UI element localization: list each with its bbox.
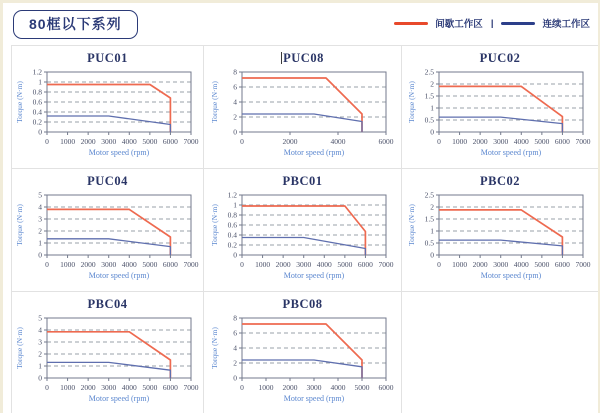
svg-text:5000: 5000 xyxy=(141,137,157,146)
chart-title: PUC01 xyxy=(87,51,128,65)
svg-text:2000: 2000 xyxy=(282,383,297,392)
intermittent-zone-line-swatch xyxy=(394,22,428,25)
svg-text:6000: 6000 xyxy=(162,137,178,146)
svg-text:3000: 3000 xyxy=(100,383,116,392)
y-axis-label: Torque (N·m) xyxy=(407,81,416,123)
intermittent-zone-curve xyxy=(439,86,562,132)
y-axis-label: Torque (N·m) xyxy=(209,81,219,123)
intermittent-zone-curve xyxy=(47,85,170,133)
svg-text:0.4: 0.4 xyxy=(32,107,42,117)
svg-text:1000: 1000 xyxy=(254,260,270,269)
svg-text:2: 2 xyxy=(37,349,42,359)
chart-title: PUC08 xyxy=(283,51,324,65)
intermittent-zone-curve xyxy=(439,210,562,255)
svg-text:4000: 4000 xyxy=(330,383,345,392)
svg-text:0: 0 xyxy=(430,250,434,260)
svg-text:3000: 3000 xyxy=(306,383,321,392)
svg-text:1000: 1000 xyxy=(59,137,75,146)
continuous-zone-curve xyxy=(47,116,170,132)
x-axis-label: Motor speed (rpm) xyxy=(88,394,149,403)
svg-text:2: 2 xyxy=(430,202,434,212)
y-axis-label: Torque (N·m) xyxy=(209,327,219,369)
svg-text:0: 0 xyxy=(44,260,49,269)
svg-text:1: 1 xyxy=(37,361,42,371)
svg-text:6000: 6000 xyxy=(554,137,570,146)
x-axis-label: Motor speed (rpm) xyxy=(480,148,542,157)
svg-text:1.5: 1.5 xyxy=(424,214,434,224)
svg-text:4000: 4000 xyxy=(513,260,529,269)
intermittent-zone-curve xyxy=(242,78,362,132)
y-axis-label: Torque (N·m) xyxy=(209,204,219,246)
svg-text:0.5: 0.5 xyxy=(424,238,434,248)
continuous-zone-curve xyxy=(47,239,170,255)
y-axis-label: Torque (N·m) xyxy=(14,81,24,123)
chart-plot xyxy=(208,189,398,289)
chart-title: PUC04 xyxy=(87,174,128,188)
svg-text:3: 3 xyxy=(37,214,42,224)
svg-text:3000: 3000 xyxy=(100,137,116,146)
svg-text:2000: 2000 xyxy=(80,137,96,146)
continuous-zone-curve xyxy=(439,240,562,255)
svg-text:6000: 6000 xyxy=(378,137,393,146)
chart-plot xyxy=(13,312,203,412)
x-axis-label: Motor speed (rpm) xyxy=(480,271,542,280)
svg-text:8: 8 xyxy=(232,313,237,323)
svg-text:4: 4 xyxy=(37,325,42,335)
legend-separator: | xyxy=(490,17,494,29)
svg-text:0: 0 xyxy=(232,250,237,260)
svg-text:6000: 6000 xyxy=(378,383,393,392)
intermittent-zone-curve xyxy=(242,324,362,378)
svg-text:0.8: 0.8 xyxy=(227,210,237,220)
svg-text:1: 1 xyxy=(37,238,42,248)
svg-text:4000: 4000 xyxy=(316,260,332,269)
chart-cell-pbc08 xyxy=(204,292,402,413)
svg-text:6000: 6000 xyxy=(357,260,373,269)
chart-cell-puc08 xyxy=(204,46,402,169)
svg-text:0: 0 xyxy=(37,127,42,137)
svg-text:1000: 1000 xyxy=(59,383,75,392)
svg-text:4000: 4000 xyxy=(121,383,137,392)
svg-text:0: 0 xyxy=(239,260,244,269)
svg-text:2000: 2000 xyxy=(472,260,488,269)
svg-text:7000: 7000 xyxy=(575,260,591,269)
svg-text:6000: 6000 xyxy=(162,383,178,392)
svg-text:2: 2 xyxy=(37,226,42,236)
svg-text:1: 1 xyxy=(430,226,434,236)
svg-text:2: 2 xyxy=(232,358,237,368)
x-axis-label: Motor speed (rpm) xyxy=(88,148,149,157)
svg-text:4000: 4000 xyxy=(121,260,137,269)
svg-text:0: 0 xyxy=(437,137,441,146)
svg-text:0: 0 xyxy=(239,137,244,146)
svg-text:5000: 5000 xyxy=(141,383,157,392)
series-title-badge: 80框以下系列 xyxy=(13,10,138,39)
charts-grid xyxy=(11,45,599,413)
chart-title: PUC02 xyxy=(479,51,521,65)
chart-cell-puc02 xyxy=(402,46,599,169)
svg-text:1000: 1000 xyxy=(452,260,468,269)
svg-text:5: 5 xyxy=(37,313,42,323)
svg-text:0.4: 0.4 xyxy=(227,230,237,240)
x-axis-label: Motor speed (rpm) xyxy=(283,271,344,280)
svg-text:4: 4 xyxy=(232,343,237,353)
svg-text:5000: 5000 xyxy=(336,260,352,269)
svg-text:0.6: 0.6 xyxy=(32,97,42,107)
continuous-zone-line-swatch xyxy=(501,22,535,25)
svg-text:6000: 6000 xyxy=(554,260,570,269)
chart-plot xyxy=(208,312,398,412)
chart-plot xyxy=(208,66,398,166)
svg-text:1.5: 1.5 xyxy=(424,91,434,101)
svg-text:0.8: 0.8 xyxy=(32,87,42,97)
svg-text:1000: 1000 xyxy=(258,383,273,392)
chart-plot xyxy=(13,189,203,289)
svg-text:0: 0 xyxy=(44,137,49,146)
svg-text:2000: 2000 xyxy=(80,260,96,269)
svg-text:2: 2 xyxy=(232,112,237,122)
chart-cell-pbc02 xyxy=(402,169,599,292)
svg-text:7000: 7000 xyxy=(183,383,198,392)
svg-text:0.5: 0.5 xyxy=(424,115,434,125)
svg-text:7000: 7000 xyxy=(575,137,591,146)
svg-text:4000: 4000 xyxy=(330,137,345,146)
svg-text:5000: 5000 xyxy=(534,137,550,146)
svg-text:0: 0 xyxy=(437,260,441,269)
svg-text:2.5: 2.5 xyxy=(424,190,434,200)
x-axis-label: Motor speed (rpm) xyxy=(283,148,344,157)
svg-text:6: 6 xyxy=(232,328,237,338)
intermittent-zone-curve xyxy=(47,209,170,255)
svg-text:2000: 2000 xyxy=(275,260,291,269)
svg-text:4000: 4000 xyxy=(121,137,137,146)
svg-text:0: 0 xyxy=(239,383,244,392)
y-axis-label: Torque (N·m) xyxy=(14,204,24,246)
chart-title: PBC04 xyxy=(87,297,128,311)
chart-cell-pbc04 xyxy=(12,292,204,413)
continuous-zone-curve xyxy=(242,238,365,256)
svg-text:4000: 4000 xyxy=(513,137,529,146)
svg-text:4: 4 xyxy=(232,97,237,107)
svg-text:1000: 1000 xyxy=(59,260,75,269)
svg-text:0.2: 0.2 xyxy=(227,240,237,250)
svg-text:0.2: 0.2 xyxy=(32,117,42,127)
svg-text:7000: 7000 xyxy=(183,137,198,146)
x-axis-label: Motor speed (rpm) xyxy=(283,394,344,403)
y-axis-label: Torque (N·m) xyxy=(407,204,416,246)
legend-label-continuous: 连续工作区 xyxy=(542,19,590,30)
svg-text:3: 3 xyxy=(37,337,42,347)
y-axis-label: Torque (N·m) xyxy=(14,327,24,369)
svg-text:3000: 3000 xyxy=(493,260,509,269)
svg-text:2000: 2000 xyxy=(80,383,96,392)
chart-plot xyxy=(405,189,595,289)
svg-text:2000: 2000 xyxy=(282,137,297,146)
svg-text:5000: 5000 xyxy=(141,260,157,269)
continuous-zone-curve xyxy=(439,117,562,132)
svg-text:8: 8 xyxy=(232,67,237,77)
svg-text:5000: 5000 xyxy=(534,260,550,269)
chart-plot xyxy=(405,66,595,166)
svg-text:2.5: 2.5 xyxy=(424,67,434,77)
svg-text:0: 0 xyxy=(44,383,49,392)
chart-cell-puc01 xyxy=(12,46,204,169)
text-cursor xyxy=(281,52,282,64)
svg-text:1.2: 1.2 xyxy=(227,190,237,200)
svg-text:1: 1 xyxy=(232,200,237,210)
svg-text:7000: 7000 xyxy=(183,260,198,269)
svg-text:0: 0 xyxy=(37,373,42,383)
svg-text:4: 4 xyxy=(37,202,42,212)
svg-text:0.6: 0.6 xyxy=(227,220,237,230)
continuous-zone-curve xyxy=(47,362,170,378)
intermittent-zone-curve xyxy=(242,206,365,255)
svg-text:0: 0 xyxy=(37,250,42,260)
svg-text:1: 1 xyxy=(37,77,42,87)
svg-text:0: 0 xyxy=(232,373,237,383)
intermittent-zone-curve xyxy=(47,332,170,378)
svg-text:1000: 1000 xyxy=(452,137,468,146)
svg-text:1: 1 xyxy=(430,103,434,113)
svg-text:3000: 3000 xyxy=(295,260,311,269)
svg-text:3000: 3000 xyxy=(100,260,116,269)
legend xyxy=(394,16,590,30)
chart-title: PBC01 xyxy=(282,174,323,188)
svg-text:5000: 5000 xyxy=(354,383,369,392)
chart-plot xyxy=(13,66,203,166)
svg-text:0: 0 xyxy=(430,127,434,137)
empty-cell xyxy=(402,292,599,413)
svg-text:6: 6 xyxy=(232,82,237,92)
svg-text:0: 0 xyxy=(232,127,237,137)
svg-text:7000: 7000 xyxy=(378,260,393,269)
chart-cell-pbc01 xyxy=(204,169,402,292)
svg-text:3000: 3000 xyxy=(493,137,509,146)
svg-text:2: 2 xyxy=(430,79,434,89)
svg-text:5: 5 xyxy=(37,190,42,200)
svg-text:6000: 6000 xyxy=(162,260,178,269)
x-axis-label: Motor speed (rpm) xyxy=(88,271,149,280)
legend-label-intermittent: 间歇工作区 xyxy=(435,19,483,30)
svg-text:2000: 2000 xyxy=(472,137,488,146)
chart-title: PBC02 xyxy=(480,174,520,188)
chart-cell-puc04 xyxy=(12,169,204,292)
chart-title: PBC08 xyxy=(282,297,323,311)
svg-text:1.2: 1.2 xyxy=(32,67,42,77)
